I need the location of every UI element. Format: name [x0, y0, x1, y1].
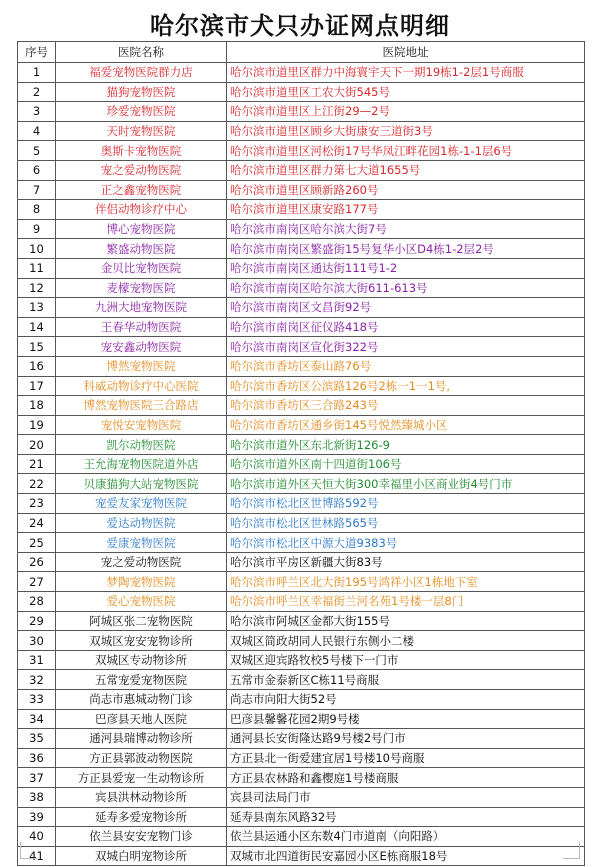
table-row: [18, 415, 585, 435]
clinic-table: [17, 41, 585, 866]
clinic-address: 哈尔滨市道里区群力中海寰宇天下一期19栋1-2层1号商服: [227, 63, 585, 83]
table-row: [18, 160, 585, 180]
clinic-address: 哈尔滨市香坊区公滨路126号2栋一1一1号,: [227, 376, 585, 396]
clinic-name: 宠悦安宠物医院: [56, 415, 227, 435]
table-row: [18, 141, 585, 161]
clinic-name: 猫狗宠物医院: [56, 82, 227, 102]
clinic-address: 哈尔滨市南岗区通达街111号1-2: [227, 258, 585, 278]
clinic-address: 哈尔滨市呼兰区幸福街兰河名苑1号楼一层8门: [227, 592, 585, 612]
row-index: 10: [18, 239, 56, 259]
table-header-row: [18, 42, 585, 63]
row-index: 26: [18, 552, 56, 572]
table-row: [18, 82, 585, 102]
clinic-name: 双城区专动物诊所: [56, 650, 227, 670]
clinic-address: 通河县长安街隆达路9号楼2号门市: [227, 729, 585, 749]
row-index: 38: [18, 787, 56, 807]
row-index: 14: [18, 317, 56, 337]
clinic-address: 哈尔滨市道里区群力第七大道1655号: [227, 160, 585, 180]
row-index: 19: [18, 415, 56, 435]
table-row: [18, 337, 585, 357]
clinic-name: 阿城区张二宠物医院: [56, 611, 227, 631]
clinic-address: 延寿县南东风路32号: [227, 807, 585, 827]
row-index: 24: [18, 513, 56, 533]
table-row: [18, 494, 585, 514]
clinic-address: 哈尔滨市道外区南十四道街106号: [227, 454, 585, 474]
table-row: [18, 239, 585, 259]
clinic-address: 哈尔滨市道里区顾新路260号: [227, 180, 585, 200]
table-row: [18, 219, 585, 239]
clinic-name: 九洲大地宠物医院: [56, 298, 227, 318]
table-row: [18, 631, 585, 651]
row-index: 4: [18, 121, 56, 141]
table-row: [18, 376, 585, 396]
clinic-name: 宾县洪林动物诊所: [56, 787, 227, 807]
clinic-name: 宠爱友家宠物医院: [56, 494, 227, 514]
table-body: [18, 63, 585, 866]
table-row: [18, 729, 585, 749]
table-row: [18, 180, 585, 200]
clinic-name: 爱心宠物医院: [56, 592, 227, 612]
clinic-name: 宠之爱动物医院: [56, 160, 227, 180]
row-index: 3: [18, 102, 56, 122]
row-index: 9: [18, 219, 56, 239]
clinic-name: 王春华动物医院: [56, 317, 227, 337]
header-index: 序号: [18, 42, 56, 63]
clinic-address: 哈尔滨市道外区天恒大街300幸福里小区商业街4号门市: [227, 474, 585, 494]
table-row: [18, 356, 585, 376]
clinic-name: 天时宠物医院: [56, 121, 227, 141]
clinic-name: 宠安鑫动物医院: [56, 337, 227, 357]
clinic-address: 宾县司法局门市: [227, 787, 585, 807]
row-index: 21: [18, 454, 56, 474]
row-index: 35: [18, 729, 56, 749]
table-row: [18, 278, 585, 298]
row-index: 13: [18, 298, 56, 318]
table-row: [18, 258, 585, 278]
clinic-address: 哈尔滨市香坊区三合路243号: [227, 396, 585, 416]
clinic-address: 哈尔滨市呼兰区北大街195号鸿祥小区1栋地下室: [227, 572, 585, 592]
clinic-address: 双城区迎宾路牧校5号楼下一门市: [227, 650, 585, 670]
row-index: 23: [18, 494, 56, 514]
clinic-name: 博然宠物医院三合路店: [56, 396, 227, 416]
clinic-name: 科威动物诊疗中心医院: [56, 376, 227, 396]
clinic-address: 依兰县运通小区东数4门市道南（向阳路）: [227, 827, 585, 847]
clinic-name: 双城白明宠物诊所: [56, 846, 227, 866]
clinic-name: 麦檬宠物医院: [56, 278, 227, 298]
clinic-address: 五常市金泰新区C栋11号商服: [227, 670, 585, 690]
row-index: 28: [18, 592, 56, 612]
clinic-name: 尚志市惠城动物门诊: [56, 690, 227, 710]
clinic-address: 哈尔滨市香坊区通乡街145号悦然臻城小区: [227, 415, 585, 435]
table-row: [18, 807, 585, 827]
row-index: 6: [18, 160, 56, 180]
row-index: 37: [18, 768, 56, 788]
clinic-address: 哈尔滨市南岗区哈尔滨大街611-613号: [227, 278, 585, 298]
clinic-name: 梦陶宠物医院: [56, 572, 227, 592]
clinic-name: 巴彦县天地人医院: [56, 709, 227, 729]
clinic-address: 哈尔滨市松北区世林路565号: [227, 513, 585, 533]
clinic-name: 宠之爱动物医院: [56, 552, 227, 572]
row-index: 16: [18, 356, 56, 376]
clinic-address: 双城区简政胡同人民银行东侧小二楼: [227, 631, 585, 651]
row-index: 31: [18, 650, 56, 670]
corner-mark-left: [20, 842, 37, 859]
clinic-address: 哈尔滨市松北区中源大道9383号: [227, 533, 585, 553]
clinic-address: 哈尔滨市阿城区金都大街155号: [227, 611, 585, 631]
clinic-name: 博然宠物医院: [56, 356, 227, 376]
clinic-name: 双城区宠安宠物诊所: [56, 631, 227, 651]
table-row: [18, 200, 585, 220]
clinic-address: 哈尔滨市南岗区宣化街322号: [227, 337, 585, 357]
clinic-address: 方正县北一街爱建宜居1号楼10号商服: [227, 748, 585, 768]
table-row: [18, 552, 585, 572]
table-row: [18, 572, 585, 592]
row-index: 7: [18, 180, 56, 200]
table-row: [18, 827, 585, 847]
clinic-name: 珍爱宠物医院: [56, 102, 227, 122]
table-row: [18, 592, 585, 612]
table-row: [18, 121, 585, 141]
table-row: [18, 317, 585, 337]
clinic-address: 尚志市向阳大街52号: [227, 690, 585, 710]
table-row: [18, 768, 585, 788]
clinic-address: 哈尔滨市道外区东北新街126-9: [227, 435, 585, 455]
table-row: [18, 670, 585, 690]
table-row: [18, 513, 585, 533]
clinic-name: 凯尔动物医院: [56, 435, 227, 455]
clinic-address: 方正县农林路和鑫樱庭1号楼商服: [227, 768, 585, 788]
row-index: 41: [18, 846, 56, 866]
clinic-name: 金贝比宠物医院: [56, 258, 227, 278]
row-index: 30: [18, 631, 56, 651]
clinic-name: 正之鑫宠物医院: [56, 180, 227, 200]
table-row: [18, 709, 585, 729]
header-address: 医院地址: [227, 42, 585, 63]
table-row: [18, 435, 585, 455]
table-row: [18, 454, 585, 474]
row-index: 27: [18, 572, 56, 592]
clinic-name: 通河县瑞博动物诊所: [56, 729, 227, 749]
clinic-name: 博心宠物医院: [56, 219, 227, 239]
row-index: 29: [18, 611, 56, 631]
row-index: 25: [18, 533, 56, 553]
row-index: 20: [18, 435, 56, 455]
clinic-name: 繁盛动物医院: [56, 239, 227, 259]
clinic-address: 哈尔滨市道里区康安路177号: [227, 200, 585, 220]
table-row: [18, 396, 585, 416]
table-row: [18, 298, 585, 318]
clinic-address: 哈尔滨市道里区顾乡大街康安三道街3号: [227, 121, 585, 141]
row-index: 40: [18, 827, 56, 847]
clinic-name: 五常宠爱宠物医院: [56, 670, 227, 690]
table-row: [18, 787, 585, 807]
clinic-name: 王允海宠物医院道外店: [56, 454, 227, 474]
clinic-name: 爱达动物医院: [56, 513, 227, 533]
clinic-name: 贝康猫狗大站宠物医院: [56, 474, 227, 494]
corner-mark-right: [563, 842, 580, 859]
table-row: [18, 533, 585, 553]
clinic-address: 哈尔滨市道里区河松街17号华凤江畔花园1栋-1-1层6号: [227, 141, 585, 161]
row-index: 2: [18, 82, 56, 102]
header-name: 医院名称: [56, 42, 227, 63]
row-index: 36: [18, 748, 56, 768]
table-row: [18, 846, 585, 866]
clinic-name: 依兰县安安宠物门诊: [56, 827, 227, 847]
table-row: [18, 690, 585, 710]
row-index: 12: [18, 278, 56, 298]
table-row: [18, 102, 585, 122]
row-index: 18: [18, 396, 56, 416]
page-title: 哈尔滨市犬只办证网点明细: [150, 12, 450, 40]
clinic-name: 延寿多爱宠物诊所: [56, 807, 227, 827]
clinic-name: 方正县爱宠一生动物诊所: [56, 768, 227, 788]
clinic-name: 奥斯卡宠物医院: [56, 141, 227, 161]
clinic-address: 哈尔滨市平房区新疆大街83号: [227, 552, 585, 572]
row-index: 32: [18, 670, 56, 690]
table-row: [18, 748, 585, 768]
clinic-name: 福爱宠物医院群力店: [56, 63, 227, 83]
clinic-name: 伴侣动物诊疗中心: [56, 200, 227, 220]
row-index: 17: [18, 376, 56, 396]
clinic-address: 巴彦县馨馨花园2期9号楼: [227, 709, 585, 729]
clinic-name: 爱康宠物医院: [56, 533, 227, 553]
table-row: [18, 611, 585, 631]
table-row: [18, 63, 585, 83]
row-index: 33: [18, 690, 56, 710]
row-index: 22: [18, 474, 56, 494]
row-index: 11: [18, 258, 56, 278]
clinic-address: 哈尔滨市南岗区文昌街92号: [227, 298, 585, 318]
row-index: 1: [18, 63, 56, 83]
clinic-address: 哈尔滨市南岗区哈尔滨大街7号: [227, 219, 585, 239]
clinic-address: 双城市北四道街民安嘉园小区E栋商服18号: [227, 846, 585, 866]
clinic-address: 哈尔滨市道里区上江街29—2号: [227, 102, 585, 122]
row-index: 15: [18, 337, 56, 357]
row-index: 39: [18, 807, 56, 827]
row-index: 5: [18, 141, 56, 161]
clinic-address: 哈尔滨市南岗区繁盛街15号复华小区D4栋1-2层2号: [227, 239, 585, 259]
table-row: [18, 474, 585, 494]
table-row: [18, 650, 585, 670]
clinic-address: 哈尔滨市香坊区泰山路76号: [227, 356, 585, 376]
clinic-address: 哈尔滨市道里区工农大街545号: [227, 82, 585, 102]
row-index: 34: [18, 709, 56, 729]
clinic-name: 方正县郭波动物医院: [56, 748, 227, 768]
clinic-address: 哈尔滨市南岗区征仪路418号: [227, 317, 585, 337]
row-index: 8: [18, 200, 56, 220]
clinic-address: 哈尔滨市松北区世博路592号: [227, 494, 585, 514]
